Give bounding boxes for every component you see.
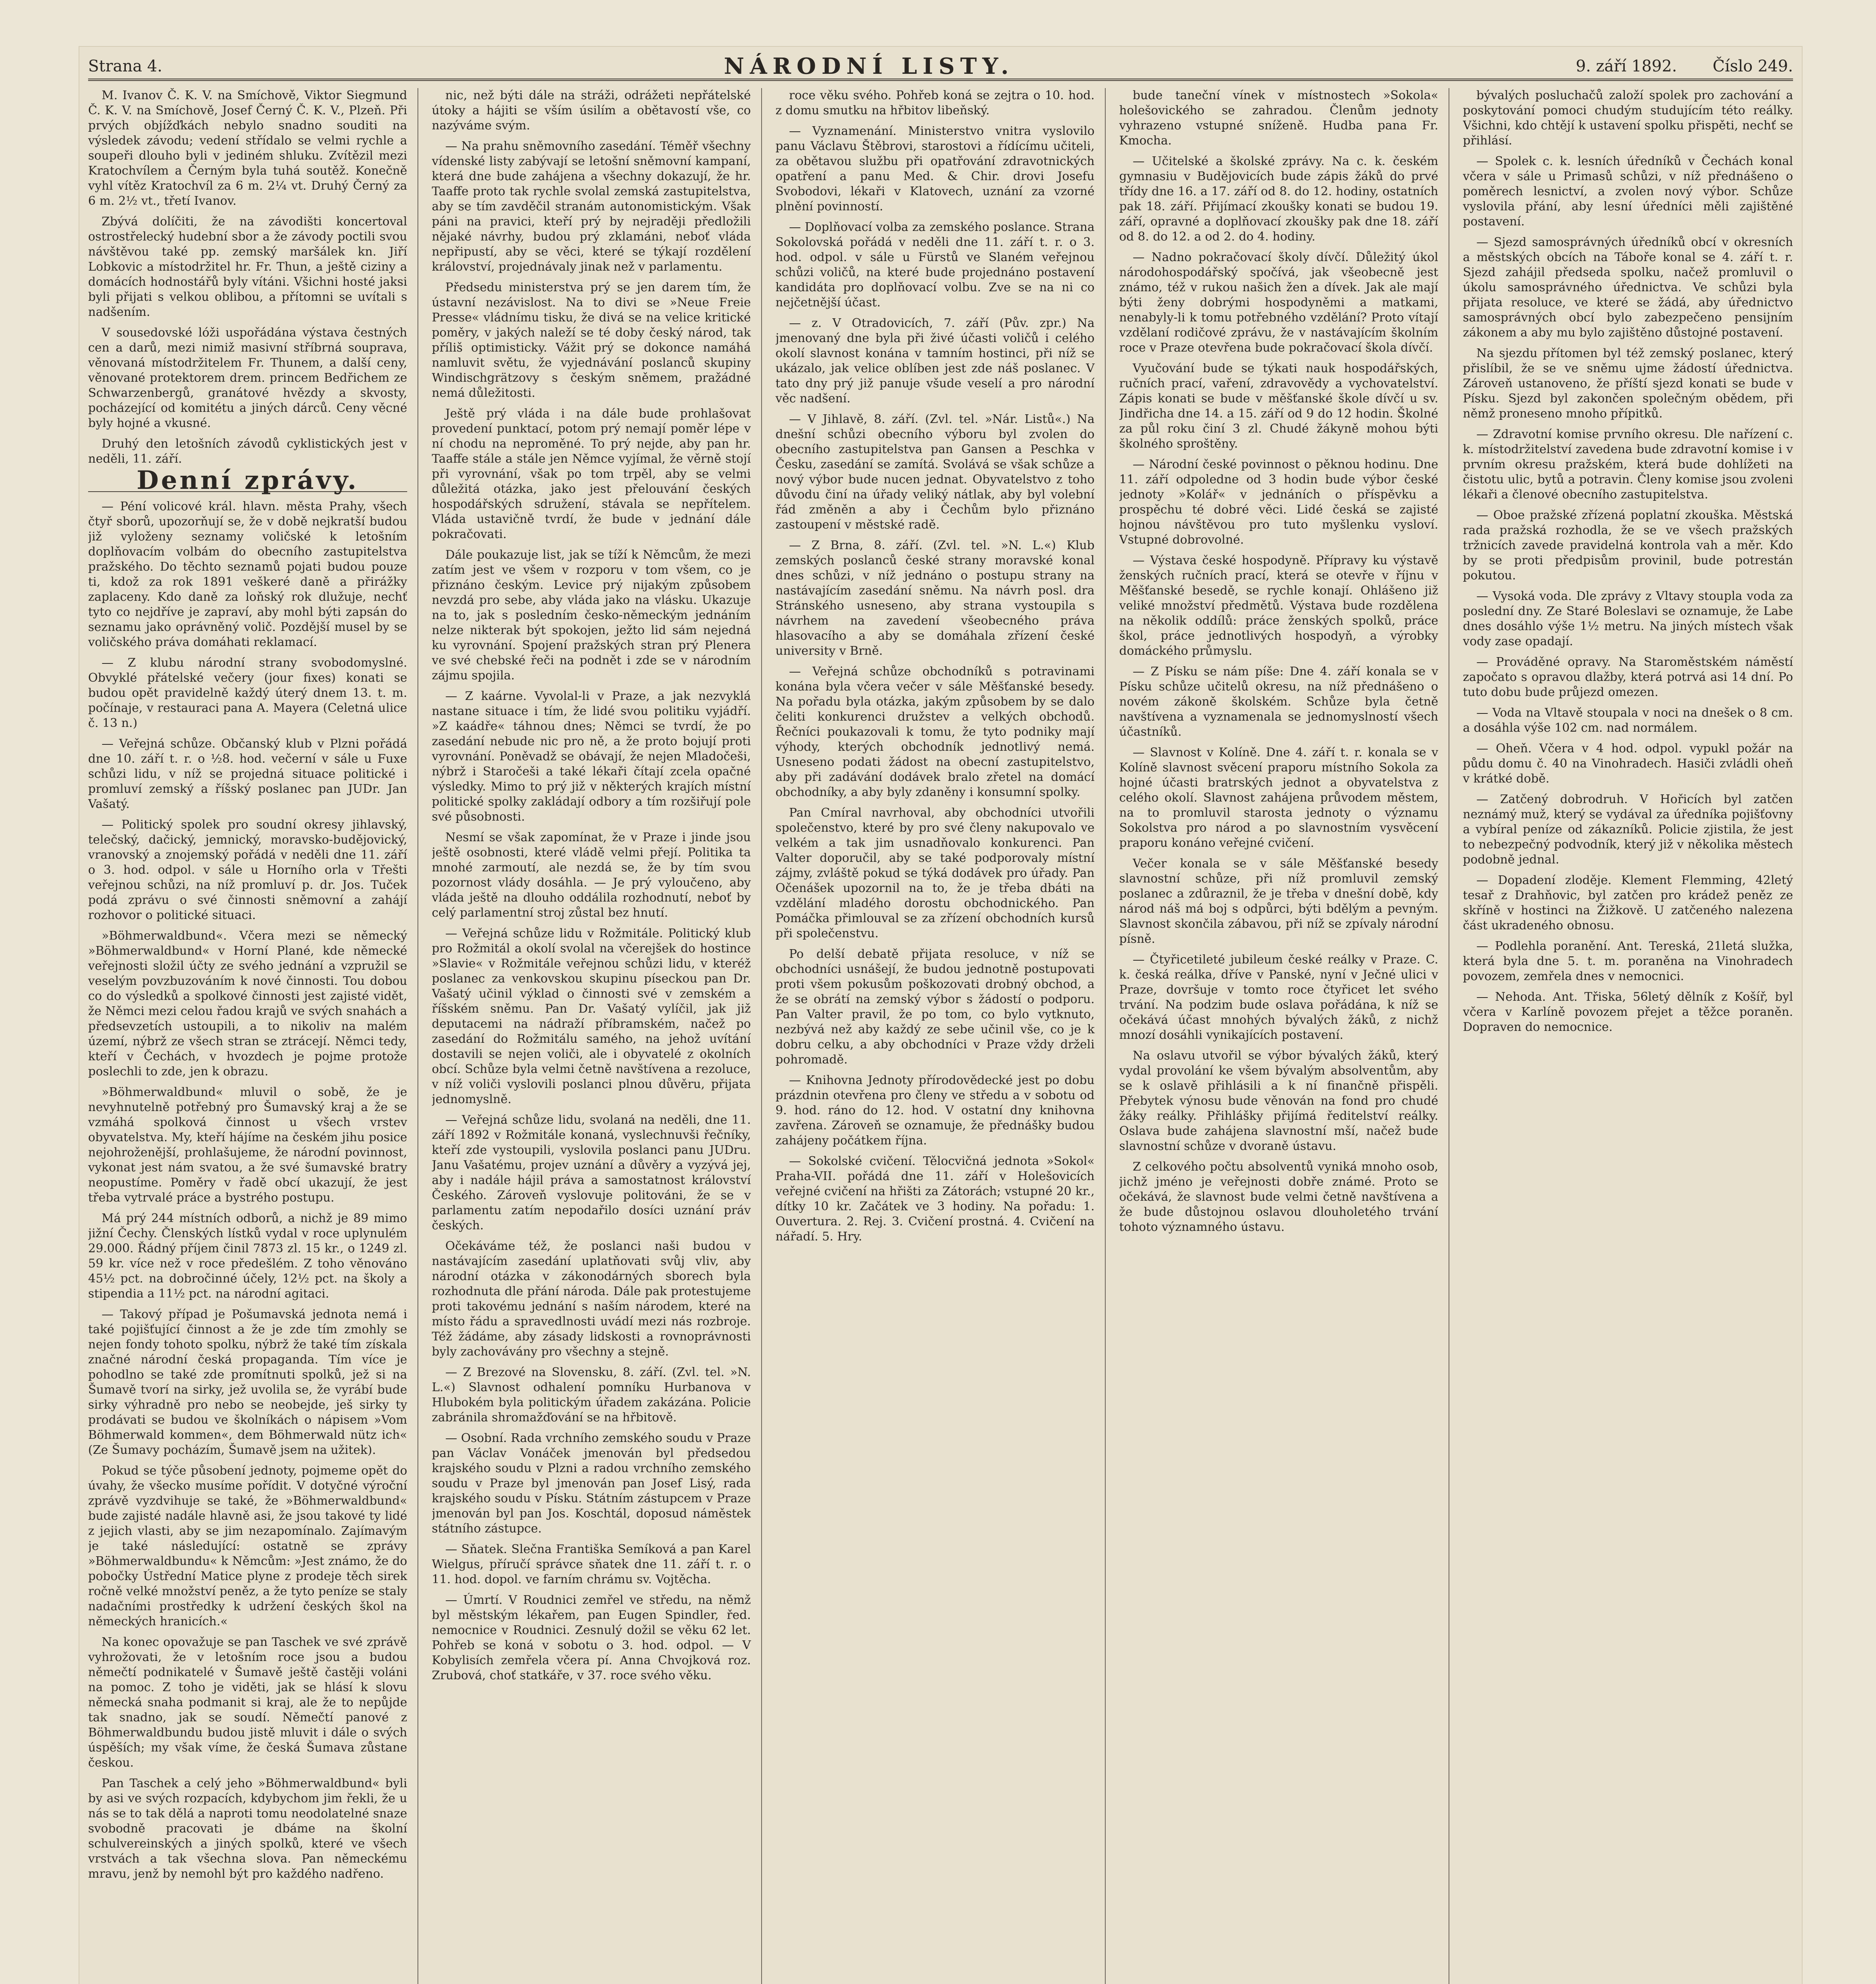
- masthead: [88, 54, 1793, 81]
- article-paragraph: — Doplňovací volba za zemského poslance. Strana Sokolovská pořádá v neděli dne 11. září t. r. o 3. hod. odpol. v sále u Fürstů ve Slaném veřejnou schůzi voličů, na které bude projednáno postavení kandidáta pro doplňovací volbu. Zve se na ni co nejčetnější účast.: [775, 220, 1095, 310]
- article-columns: [88, 88, 1793, 1984]
- article-paragraph: Pokud se týče působení jednoty, pojmeme opět do úvahy, že všecko musíme pořídit. V dotyčné výroční zprávě vyzdvihuje se také, že »Böhmerwaldbund« bude zajisté nadále hlavně asi, že jsou takové ty lidé z jejich vlasti, aby se jim nezapomínalo. Zajímavým je také následující: ostatně se zprávy »Böhmerwaldbundu« k Němcům: »Jest známo, že do pobočky Ústřední Matice plyne z prodeje těch sirek ročně velké množství peněz, a že tyto peníze se staly nadačními prostředky k udržení českých škol na německých hranicích.«: [88, 1464, 407, 1628]
- newspaper-title: NÁRODNÍ LISTY.: [724, 53, 1014, 79]
- article-paragraph: — Výstava české hospodyně. Přípravy ku výstavě ženských ručních prací, která se otevře v říjnu v Měšťanské besedě, se rychle konají. Ohlášeno již veliké množství předmětů. Výstava bude rozdělena na několik oddílů: práce ženských spolků, práce škol, práce jednotlivých hospodyň, a výrobky domáckého průmyslu.: [1119, 554, 1438, 658]
- article-paragraph: bude taneční vínek v místnostech »Sokola« holešovického se zahradou. Členům jednoty vyhrazeno vstupné sníženě. Hudba pana Fr. Kmocha.: [1119, 88, 1438, 148]
- article-paragraph: nic, než býti dále na stráži, odrážeti nepřátelské útoky a hájiti se vším úsilím a obětavostí vše, co nazýváme svým.: [432, 88, 751, 133]
- article-paragraph: Očekáváme též, že poslanci naši budou v nastávajícím zasedání uplatňovati svůj vliv, aby národní otázka v zákonodárných sborech byla rozhodnuta dle přání národa. Dále pak protestujeme proti takovému jednání s naším národem, které na místo řádu a spravedlnosti uvádí mezi nás rozbroje. Též žádáme, aby zásady lidskosti a rovnoprávnosti byly zachovávány pro všechny a stejně.: [432, 1239, 751, 1359]
- article-paragraph: — Knihovna Jednoty přírodovědecké jest po dobu prázdnin otevřena pro členy ve středu a v sobotu od 9. hod. ráno do 12. hod. V ostatní dny knihovna zavřena. Zároveň se oznamuje, že přednášky budou zahájeny počátkem října.: [775, 1073, 1095, 1148]
- article-paragraph: — V Jihlavě, 8. září. (Zvl. tel. »Nár. Listů«.) Na dnešní schůzi obecního výboru byl zvolen do obecního zastupitelstva pan Gansen a Peschka v Česku, zasedání se zamítá. Svolává se však schůze a nový výbor bude nucen jednat. Obyvatelstvo z toho důvodu činí na úřady veliký nátlak, aby byl volební řád změněn a aby i Čechům bylo přiznáno zastoupení v městské radě.: [775, 412, 1095, 532]
- article-paragraph: — Z Brna, 8. září. (Zvl. tel. »N. L.«) Klub zemských poslanců české strany moravské konal dnes schůzi, v níž jednáno o postupu strany na nastávajícím zasedání sněmu. Na návrh posl. dra Stránského usneseno, aby strana vystoupila s návrhem na zavedení všeobecného práva hlasovacího a aby se domáhala zřízení české university v Brně.: [775, 538, 1095, 658]
- article-paragraph: — Podlehla poranění. Ant. Tereská, 21letá služka, která byla dne 5. t. m. poraněna na Vinohradech povozem, zemřela dnes v nemocnici.: [1463, 939, 1793, 983]
- article-paragraph: — Dopadení zloděje. Klement Flemming, 42letý tesař z Drahňovic, byl zatčen pro krádež peněz ze skříně v hostinci na Žižkově. U zatčeného nalezena část ukradeného obnosu.: [1463, 873, 1793, 932]
- article-paragraph: — Čtyřicetileté jubileum české reálky v Praze. C. k. česká reálka, dříve v Panské, nyní v Ječné ulici v Praze, dovršuje v tomto roce čtyřicet let svého trvání. Na podzim bude oslava pořádána, k níž se očekává účast mnohých bývalých žáků, z nichž mnozí dosáhli vynikajících postavení.: [1119, 953, 1438, 1042]
- article-paragraph: Pan Cmíral navrhoval, aby obchodníci utvořili společenstvo, které by pro své členy nakupovalo ve velkém a tak jim usnadňovalo konkurenci. Pan Valter doporučil, aby se také podporovaly místní zájmy, zvláště pokud se týká dodávek pro úřady. Pan Očenášek upozornil na to, že je třeba dbáti na vzdělání mladého dorostu obchodnického. Pan Pomáčka přimlouval se za zřízení obchodních kursů při společenstvu.: [775, 806, 1095, 940]
- article-paragraph: M. Ivanov Č. K. V. na Smíchově, Viktor Siegmund Č. K. V. na Smíchově, Josef Černý Č. K. V., Plzeň. Při prvých objížďkách nebylo snadno souditi na výsledek závodu; vedení střídalo se velmi rychle a soupeři dlouho byli v jediném shluku. Zvítězil mezi Kratochvílem a Černým byla tuhá soutěž. Konečně vyhl vítěz Kratochvíl za 6 m. 2¼ vt. Druhý Černý za 6 m. 2½ vt., třetí Ivanov.: [88, 88, 407, 208]
- article-paragraph: V sousedovské lóži uspořádána výstava čestných cen a darů, mezi nimiž masivní stříbrná souprava, věnovaná místodržitelem Fr. Thunem, a další ceny, věnované protektorem drem. princem Bedřichem ze Schwarzenbergů, granátové hvězdy a skvosty, pocházející od komitétu a jiných dárců. Ceny věcné byly hojné a vkusné.: [88, 326, 407, 430]
- article-paragraph: Po delší debatě přijata resoluce, v níž se obchodníci usnášejí, že budou jednotně postupovati proti všem pokusům poškozovati drobný obchod, a že se obrátí na zemský výbor s žádostí o podporu. Pan Valter pravil, že po tom, co bylo vytknuto, nezbývá než aby každý ze sebe učinil vše, co je k dobru celku, a aby obchodníci v Praze vždy drželi pohromadě.: [775, 947, 1095, 1067]
- article-paragraph: — Úmrtí. V Roudnici zemřel ve středu, na němž byl městským lékařem, pan Eugen Spindler, řed. nemocnice v Roudnici. Zesnulý dožil se věku 62 let. Pohřeb se koná v sobotu o 3. hod. odpol. — V Kobylisích zemřela včera pí. Anna Chvojková roz. Zrubová, choť statkáře, v 37. roce svého věku.: [432, 1593, 751, 1682]
- article-paragraph: — Vyznamenání. Ministerstvo vnitra vyslovilo panu Václavu Štěbrovi, starostovi a řídícímu učiteli, za obětavou službu při opatřování zdravotnických opatření a panu Med. & Chir. drovi Josefu Svobodovi, lékaři v Klatovech, uznání za vzorné plnění povinností.: [775, 124, 1095, 213]
- article-paragraph: — Veřejná schůze lidu, svolaná na neděli, dne 11. září 1892 v Rožmitále konaná, vyslechnuvši řečníky, kteří zde vystoupili, vyslovila poslanci panu JUDru. Janu Vašatému, projev uznání a důvěry a vyzývá jej, aby i nadále hájil práva a samostatnost království Českého. Zároveň vyslovuje politováni, že se v parlamentu zatím nepodařilo dosíci uznání práv českých.: [432, 1113, 751, 1232]
- article-paragraph: — Péní volicové král. hlavn. města Prahy, všech čtyř sborů, upozorňují se, že v době nejkratší budou již vyloženy seznamy voličské k letošním doplňovacím volbám do obecního zastupitelstva pražského. Do těchto seznamů pojati budou pouze ti, kdož za rok 1891 veškeré daně a přirážky zaplaceny. Kdo daně za loňský rok dlužuje, nechť tyto co nejdříve je zapraví, aby mohl býti zapsán do seznamu jako oprávněný volič. Pozdější musel by se voličského práva domáhati reklamací.: [88, 500, 407, 649]
- article-paragraph: Má prý 244 místních odborů, a nichž je 89 mimo jižní Čechy. Členských lístků vydal v roce uplynulém 29.000. Řádný příjem činil 7873 zl. 15 kr., o 1249 zl. 59 kr. více než v roce předešlém. Z toho věnováno 45½ pct. na dobročinné účely, 12½ pct. na školy a stipendia a 11½ pct. na národní agitaci.: [88, 1211, 407, 1301]
- article-paragraph: Vyučování bude se týkati nauk hospodářských, ručních prací, vaření, zdravovědy a vychovatelství. Zápis konati se bude v měšťanské škole dívčí u sv. Jindřicha dne 14. a 15. září od 9 do 12 hodin. Školné za půl roku činí 3 zl. Chudé žákyně mohou býti školného sproštěny.: [1119, 361, 1438, 451]
- article-paragraph: — Sokolské cvičení. Tělocvičná jednota »Sokol« Praha-VII. pořádá dne 11. září v Holešovicích veřejné cvičení na hřišti za Zátorách; vstupné 20 kr., dítky 10 kr. Začátek ve 3 hodiny. Na pořadu: 1. Ouvertura. 2. Rej. 3. Cvičení prostná. 4. Cvičení na nářadí. 5. Hry.: [775, 1154, 1095, 1244]
- article-paragraph: Ještě prý vláda i na dále bude prohlašovat provedení punktací, potom prý nemají poměr lépe v ní chodu na neproměné. To prý nejde, aby pan hr. Taaffe stále a stále jen Němce vyjímal, že věrně stojí při vyrovnání, však po tom trpěl, aby se velmi důležitá otázka, jako jest přelouvání českých hospodářských sdružení, stávala se nepřítelem. Vláda ustavičně tvrdí, že bude v jednání dále pokračovati.: [432, 407, 751, 541]
- article-paragraph: bývalých posluchačů založí spolek pro zachování a poskytování pomoci chudým studujícím této reálky. Všichni, kdo chtějí k ustavení spolku přispěti, nechť se přihlásí.: [1463, 88, 1793, 148]
- article-paragraph: — Osobní. Rada vrchního zemského soudu v Praze pan Václav Vonáček jmenován byl předsedou krajského soudu v Plzni a radou vrchního zemského soudu v Praze byl jmenován pan Josef Lisý, rada krajského soudu v Písku. Státním zástupcem v Praze jmenován byl pan Jos. Koschtál, doposud náměstek státního zástupce.: [432, 1431, 751, 1536]
- newspaper-page: [79, 47, 1802, 1984]
- article-paragraph: — Sjezd samosprávných úředníků obcí v okresních a městských obcích na Táboře konal se 4. září t. r. Sjezd zahájil předseda spolku, načež promluvil o úkolu samosprávného úřednictva. Ve schůzi byla přijata resoluce, ve které se žádá, aby úřednictvo samosprávných obcí bylo zabezpečeno pensijním zákonem a aby mu bylo zajištěno důstojné postavení.: [1463, 235, 1793, 340]
- article-paragraph: Nesmí se však zapomínat, že v Praze i jinde jsou ještě osobnosti, které vládě velmi přejí. Politika ta mnohé zarmoutí, ale nezdá se, že by tím svou pozornost vlády dosáhla. — Je prý vyloučeno, aby vláda ještě na dlouho oddálila rozhodnutí, neboť by celý parlamentní stroj zůstal bez hnutí.: [432, 831, 751, 920]
- article-paragraph: — Zatčený dobrodruh. V Hořicích byl zatčen neznámý muž, který se vydával za úředníka pojišťovny a vybíral peníze od zákazníků. Policie zjistila, že jest to nebezpečný podvodník, který již v několika městech podobně jednal.: [1463, 792, 1793, 867]
- article-paragraph: — Zdravotní komise prvního okresu. Dle nařízení c. k. místodržitelství zavedena bude zdravotní komise i v prvním okresu pražském, která bude dohlížeti na čistotu ulic, bytů a potravin. Členy komise jsou zvoleni lékaři a členové obecního zastupitelstva.: [1463, 427, 1793, 502]
- article-paragraph: Z celkového počtu absolventů vyniká mnoho osob, jichž jméno je veřejnosti dobře známé. Proto se očekává, že slavnost bude velmi četně navštívena a že bude důstojnou oslavou dlouholetého trvání tohoto významného ústavu.: [1119, 1160, 1438, 1234]
- article-paragraph: — Z Písku se nám píše: Dne 4. září konala se v Písku schůze učitelů okresu, na níž přednášeno o novém zákoně školském. Schůze byla četně navštívena a vyznamenala se jednomyslností všech účastníků.: [1119, 665, 1438, 739]
- article-paragraph: — Oheň. Včera v 4 hod. odpol. vypukl požár na půdu domu č. 40 na Vinohradech. Hasiči zvládli oheň v krátké době.: [1463, 742, 1793, 786]
- article-paragraph: — Z Brezové na Slovensku, 8. září. (Zvl. tel. »N. L.«) Slavnost odhalení pomníku Hurbanova v Hlubokém byla politickým úřadem zakázána. Policie zabránila shromažďování se na hřbitově.: [432, 1365, 751, 1425]
- article-paragraph: — Veřejná schůze lidu v Rožmitále. Politický klub pro Rožmitál a okolí svolal na včerejšek do hostince »Slavie« v Rožmitále veřejnou schůzi lidu, v kteréž poslanec za venkovskou skupinu píseckou pan Dr. Vašatý učinil výklad o činnosti své v zemském a říšském sněmu. Pan Dr. Vašatý vylíčil, jak již deputacemi na nádraží příbramském, načež po zasedání do Rožmitálu samého, na jehož uvítání dostavili se nejen voliči, ale i obyvatelé z okolních obcí. Schůze byla velmi četně navštívena a rezoluce, v níž voliči vyslovili poslanci plnou důvěru, přijata jednomyslně.: [432, 927, 751, 1106]
- article-paragraph: — Z klubu národní strany svobodomyslné. Obvyklé přátelské večery (jour fixes) konati se budou opět pravidelně každý úterý dnem 13. t. m. počínaje, v restauraci pana A. Mayera (Celetná ulice č. 13 n.): [88, 656, 407, 730]
- article-paragraph: — Oboe pražské zřízená poplatní zkouška. Městská rada pražská rozhodla, že se ve všech pražských tržnicích zavede pravidelná kontrola vah a měr. Kdo by se proti předpisům provinil, bude potrestán pokutou.: [1463, 508, 1793, 583]
- article-paragraph: Na oslavu utvořil se výbor bývalých žáků, který vydal provolání ke všem bývalým absolventům, aby se k oslavě přihlásili a k ní finančně přispěli. Přebytek výnosu bude věnován na fond pro chudé žáky reálky. Přihlášky přijímá ředitelství reálky. Oslava bude zahájena slavnostní mší, načež bude slavnostní schůze v dvoraně ústavu.: [1119, 1049, 1438, 1153]
- article-paragraph: Dále poukazuje list, jak se tíží k Němcům, že mezi zatím jest ve všem v rozporu v tom všem, co je přiznáno českým. Levice prý nijakým způsobem nevzdá pro sebe, aby vláda jako na vlásku. Ukazuje na to, jak s posledním česko-německým jednáním nelze nikterak být spokojen, ježto lid sám nejedná ku vyrovnání. Spojení pražských stran prý Plenera ve své chebské řeči na podnět i zde se v národním zájmu spojila.: [432, 548, 751, 682]
- article-paragraph: — Nehoda. Ant. Třiska, 56letý dělník z Košíř, byl včera v Karlíně povozem přejet a těžce poraněn. Dopraven do nemocnice.: [1463, 990, 1793, 1034]
- article-paragraph: Druhý den letošních závodů cyklistických jest v neděli, 11. září.: [88, 437, 407, 466]
- article-paragraph: — z. V Otradovicích, 7. září (Pův. zpr.) Na jmenovaný dne byla při živé účasti voličů i celého okolí slavnost konána v tamním hostinci, při níž se ukázalo, jak velice oblíben jest zde náš poslanec. V tato dny prý již panuje všude veselí a pro národní věc nadšení.: [775, 316, 1095, 406]
- article-paragraph: — Politický spolek pro soudní okresy jihlavský, telečský, dačický, jemnický, moravsko-budějovický, vranovský a znojemský pořádá v neděli dne 11. září o 3. hod. odpol. v sále u Horního orla v Třešti veřejnou schůzi, na níž promluví p. dr. Jos. Tuček podá zprávu o své činnosti sněmovní a zahájí rozhovor o politické situaci.: [88, 818, 407, 922]
- column-2: [432, 88, 762, 1984]
- article-paragraph: »Böhmerwaldbund« mluvil o sobě, že je nevyhnutelně potřebný pro Šumavský kraj a že se vzmáhá spolková činnost u všech vrstev obyvatelstva. My, kteří hájíme na českém jihu posice nejohroženější, prohlašujeme, že národní povinnost, vykonat jest nám svatou, a že své šumavské bratry neopustíme. Poměry v řadě obcí ukazují, že jest třeba vytrvalé práce a bystrého postupu.: [88, 1085, 407, 1205]
- column-1: [88, 88, 418, 1984]
- article-paragraph: — Veřejná schůze. Občanský klub v Plzni pořádá dne 10. září t. r. o ½8. hod. večerní v sále u Fuxe schůzi lidu, v níž se projedná situace politické i promluví zemský a říšský poslanec pan JUDr. Jan Vašatý.: [88, 737, 407, 811]
- article-paragraph: — Veřejná schůze obchodníků s potravinami konána byla včera večer v sále Měšťanské besedy. Na pořadu byla otázka, jakým způsobem by se dalo čeliti konkurenci družstev a velkých obchodů. Řečníci poukazovali k tomu, že tyto podniky mají výhody, kterých obchodník jednotlivý nemá. Usneseno podati žádost na obecní zastupitelstvo, aby při zadávání dodávek bralo zřetel na domácí obchodníky, a aby byly zdaněny i konsumní spolky.: [775, 665, 1095, 799]
- issue-number: Číslo 249.: [1712, 57, 1793, 75]
- article-paragraph: — Učitelské a školské zprávy. Na c. k. českém gymnasiu v Budějovicích bude zápis žáků do prvé třídy dne 16. a 17. září od 8. do 12. hodiny, ostatních pak 18. září. Přijímací zkoušky konati se budou 19. září, opravné a doplňovací zkoušky pak dne 18. září od 8. do 12. a od 2. do 4. hodiny.: [1119, 154, 1438, 244]
- article-paragraph: Zbývá dolíčiti, že na závodišti koncertoval ostrostřelecký hudební sbor a že závody poctili svou návštěvou také pp. zemský maršálek kn. Jiří Lobkovic a místodržitel hr. Fr. Thun, a ještě ciziny a domácích hodnostářů byly vítáni. Všichni hosté jaksi byli přijati s velkou oblibou, a přítomni se uvítali s nadšením.: [88, 215, 407, 319]
- article-paragraph: — Na prahu sněmovního zasedání. Téměř všechny vídenské listy zabývají se letošní sněmovní kampaní, která dne bude zahájena a všechny dokazují, že hr. Taaffe proto tak rychle svolal zemská zastupitelstva, aby se tím zavděčil stranám autonomistickým. Však páni na pravici, kteří prý by nejraději předložili nějaké návrhy, budou prý zklamáni, neboť vláda nepřipustí, aby se věci, které se týkají rozdělení království, projednávaly jinak než v parlamentu.: [432, 139, 751, 274]
- column-3: [775, 88, 1106, 1984]
- section-heading: Denní zprávy.: [88, 473, 407, 492]
- article-paragraph: — Vysoká voda. Dle zprávy z Vltavy stoupla voda za poslední dny. Ze Staré Boleslavi se oznamuje, že Labe dnes dosáhlo výše 1½ metru. Na jiných místech však vody zase opadají.: [1463, 589, 1793, 648]
- article-paragraph: Na konec opovažuje se pan Taschek ve své zprávě vyhrožovati, že v letošním roce jsou a budou němečtí podnikatelé v Šumavě ještě častěji voláni na pomoc. Z toho je viděti, jak se hlásí k slovu německá snaha podmanit si kraj, ale že to nepůjde tak snadno, jak se soudí. Němečtí panové z Böhmerwaldbundu budou jistě mluvit i dále o svých úspěších; my však víme, že česká Šumava zůstane českou.: [88, 1635, 407, 1770]
- issue-date: 9. září 1892.: [1576, 57, 1677, 75]
- column-4: [1119, 88, 1449, 1984]
- article-paragraph: — Takový případ je Pošumavská jednota nemá i také pojišťující činnost a že je zde tím zmohly se nejen fondy tohoto spolku, nýbrž že také tím získala značné národní česká propaganda. Tím více je pohodlno se také zde promítnuti spolků, jež si na Šumavě tvorí na sirky, jež uvolila se, že vyrábí bude sirky výhradně pro nebo se neobejde, ješ sirky ty prodávati se budou ve školníkách o nápisem »Vom Böhmerwald kommen«, dem Böhmerwald nütz ich« (Ze Šumavy pocházím, Šumavě jsem na užitek).: [88, 1307, 407, 1457]
- article-paragraph: Večer konala se v sále Měšťanské besedy slavnostní schůze, při níž promluvil zemský poslanec a zdůraznil, že je třeba v dnešní době, kdy národ náš má boj s odpůrci, býti bdělým a pevným. Slavnost skončila zábavou, při níž se zpívaly národní písně.: [1119, 857, 1438, 946]
- article-paragraph: Předsedu ministerstva prý se jen darem tím, že ústavní nezávislost. Na to divi se »Neue Freie Presse« vládnímu tisku, že divá se na velice kritické poměry, v jakých naleží se té doby český národ, tak příliš optimisticky. Vážit prý se dokonce namáhá namluvit světu, že vyjednávání poslanců skupiny Windischgrätzovy s českým sněmem, pražádné nemá důležitosti.: [432, 281, 751, 400]
- article-paragraph: roce věku svého. Pohřeb koná se zejtra o 10. hod. z domu smutku na hřbitov libeňský.: [775, 88, 1095, 117]
- article-paragraph: — Spolek c. k. lesních úředníků v Čechách konal včera v sále u Primasů schůzi, v níž přednášeno o poměrech lesnictví, a zvolen nový výbor. Schůze vyslovila přání, aby lesní úředníci měli zajištěné postavení.: [1463, 154, 1793, 229]
- masthead-right: [1576, 57, 1793, 75]
- article-paragraph: — Z kaárne. Vyvolal-li v Praze, a jak nezvyklá nastane situace i tím, že lidé svou politiku vyjádří. »Z kaádře« táhnou dnes; Němci se tvrdí, že po zasedání nebude nic pro ně, a že proto bojují proti vyrovnání. Poněvadž se obávají, že nejen Mladočeši, nýbrž i Staročeši a také lékaři čítají zcela opačné výsledky. Mimo to prý již v některých krajích místní politické spolky zakládají odbory a tím rozšiřují pole své působnosti.: [432, 689, 751, 824]
- article-paragraph: — Slavnost v Kolíně. Dne 4. září t. r. konala se v Kolíně slavnost svěcení praporu místního Sokola za hojné účasti bratrských jednot a obyvatelstva z celého okolí. Slavnost zahájena průvodem městem, na to promluvil starosta jednoty o významu Sokolstva pro národ a po slavnostním vysvěcení praporu konáno veřejné cvičení.: [1119, 746, 1438, 850]
- article-paragraph: »Böhmerwaldbund«. Včera mezi se německý »Böhmerwaldbund« v Horní Plané, kde německé veřejnosti složil účty ze svého jednání a vzpružil se veselým povzbuzováním k nové činnosti. Tou dobou co do výsledků a spolkové činnosti jest zajisté vidět, že Němci mezi celou řadou krajů ve svých snahách a předsevzetích ustoupili, a to nikoliv na malém území, nýbrž ze všech stran se ztrácejí. Němci tedy, kteří v Čechách, v hvozdech je pojme protože poslechli to zde, jen k obrazu.: [88, 929, 407, 1079]
- page-label: Strana 4.: [88, 57, 162, 75]
- article-paragraph: — Nadno pokračovací školy dívčí. Důležitý úkol národohospodářský spočívá, jak všeobecně jest známo, též v rukou našich žen a dívek. Jak ale mají býti ženy dobrými hospodyněmi a matkami, nenabyly-li k tomu potřebného vzdělání? Proto vítají vzdělaní rodičové zprávu, že v nastávajícím školním roce v Praze otevřena bude pokračovací škola dívčí.: [1119, 250, 1438, 355]
- article-paragraph: Pan Taschek a celý jeho »Böhmerwaldbund« byli by asi ve svých rozpacích, kdybychom jim řekli, že u nás se to tak dělá a naproti tomu neodolatelné snaze svobodně pracovati je dbáme na školní schulvereinských a jiných spolků, které ve všech vrstvách a tak všechna slova. Pan německému mravu, jenž by nemohl být pro každého nadřeno.: [88, 1776, 407, 1881]
- article-paragraph: — Voda na Vltavě stoupala v noci na dnešek o 8 cm. a dosáhla výše 102 cm. nad normálem.: [1463, 706, 1793, 735]
- article-paragraph: — Prováděné opravy. Na Staroměstském náměstí započato s opravou dlažby, která potrvá asi 14 dní. Po tuto dobu bude průjezd omezen.: [1463, 655, 1793, 699]
- article-paragraph: — Sňatek. Slečna Františka Semíková a pan Karel Wielgus, příručí správce sňatek dne 11. září t. r. o 11. hod. dopol. ve farním chrámu sv. Vojtěcha.: [432, 1542, 751, 1586]
- article-paragraph: — Národní české povinnost o pěknou hodinu. Dne 11. září odpoledne od 3 hodin bude výbor české jednoty »Kolář« v jednáních o příspěvku a prospěchu té dobré věci. Lidé česká se zajisté hojnou návštěvou pro tuto myšlenku vysloví. Vstupné dobrovolné.: [1119, 458, 1438, 547]
- article-paragraph: Na sjezdu přítomen byl též zemský poslanec, který přislíbil, že se ve sněmu ujme žádostí úřednictva. Zároveň ustanoveno, že příští sjezd konati se bude v Písku. Sjezd byl zakončen společným obědem, při němž proneseno mnoho přípitků.: [1463, 346, 1793, 421]
- column-5: [1463, 88, 1793, 1984]
